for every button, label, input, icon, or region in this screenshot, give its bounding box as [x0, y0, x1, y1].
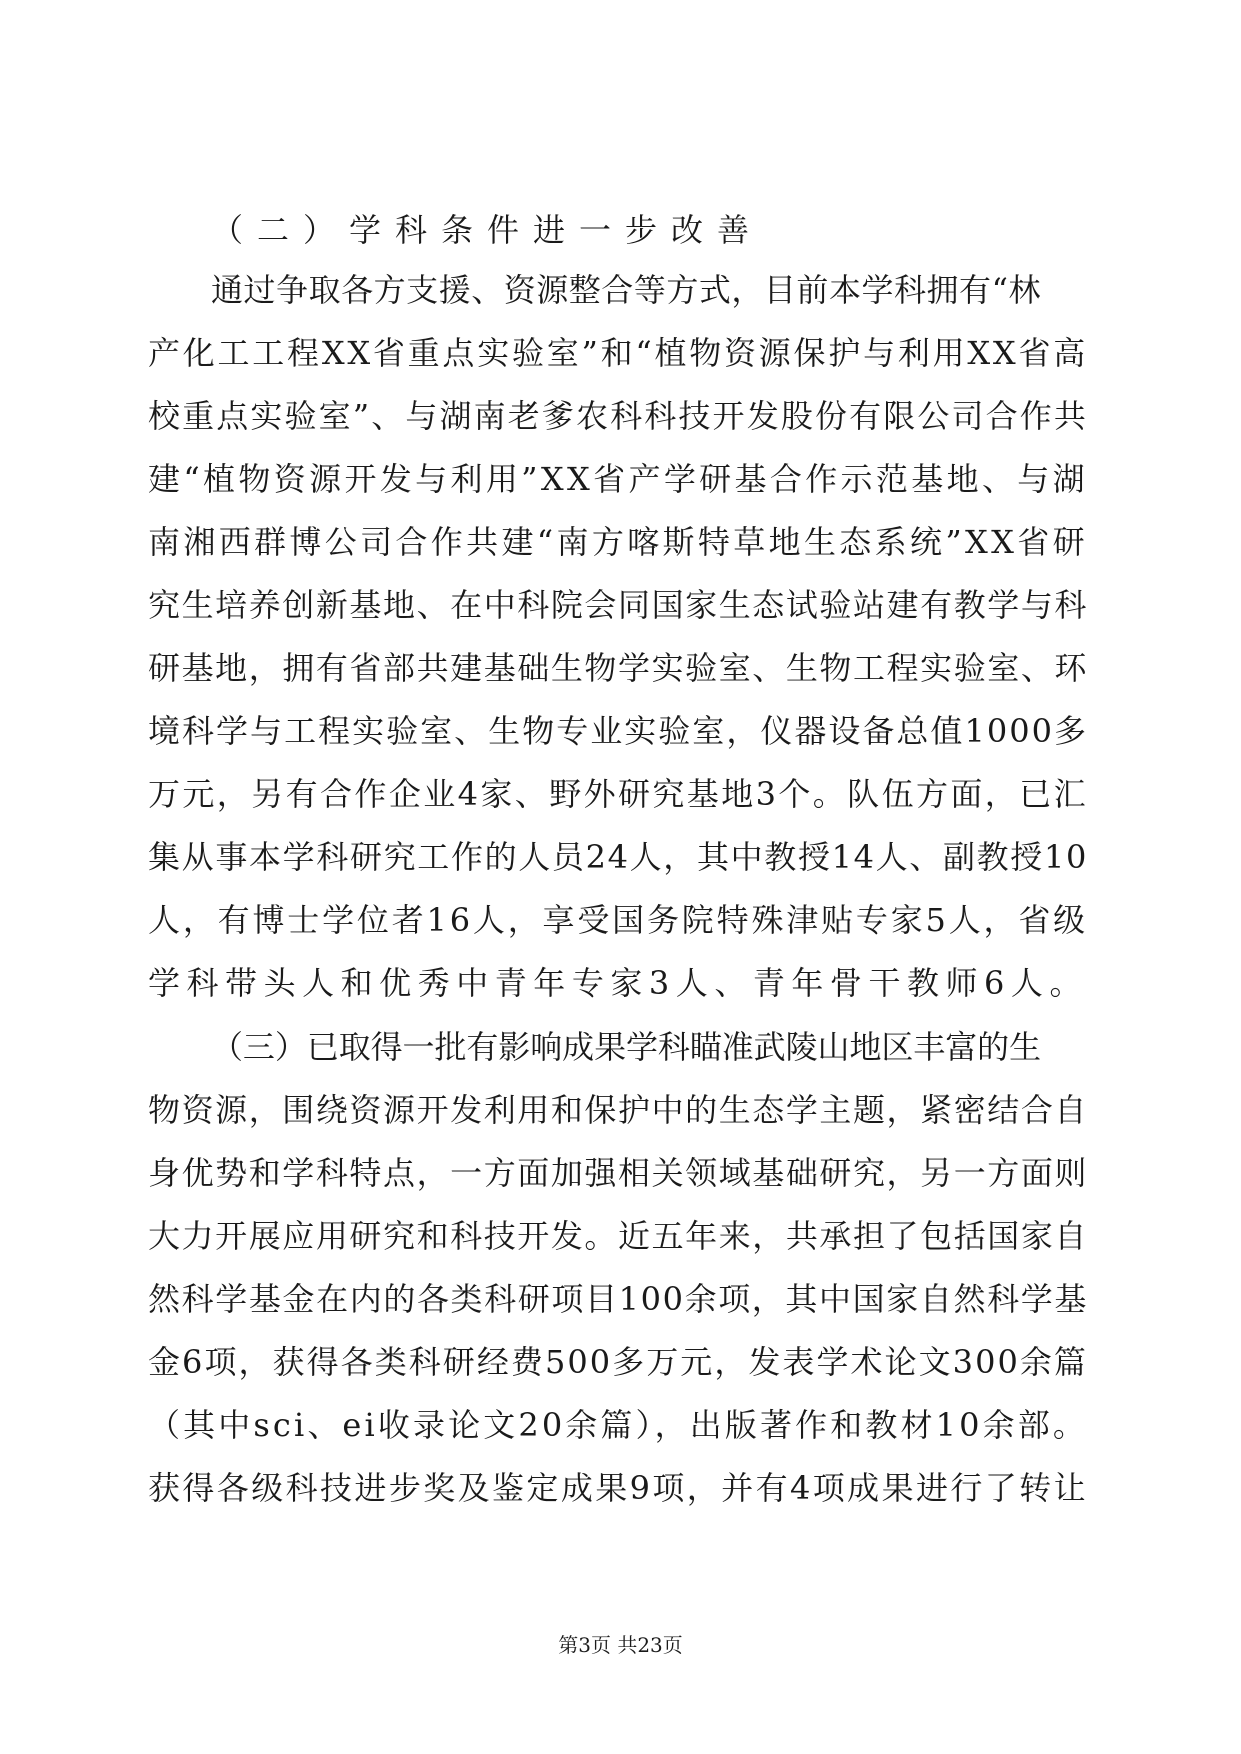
paragraph-line: 集从事本学科研究工作的人员24人，其中教授14人、副教授10 — [148, 838, 1088, 876]
paragraph-line: 建“植物资源开发与利用”XX省产学研基合作示范基地、与湖 — [148, 460, 1088, 498]
paragraph-line: 万元，另有合作企业4家、野外研究基地3个。队伍方面，已汇 — [148, 775, 1088, 813]
paragraph-line: 学科带头人和优秀中青年专家3人、青年骨干教师6人。 — [148, 964, 1088, 1002]
paragraph-line: 身优势和学科特点，一方面加强相关领域基础研究，另一方面则 — [148, 1154, 1088, 1192]
paragraph-line: 然科学基金在内的各类科研项目100余项，其中国家自然科学基 — [148, 1280, 1088, 1318]
paragraph-line: 研基地，拥有省部共建基础生物学实验室、生物工程实验室、环 — [148, 649, 1088, 687]
page-footer: 第3页 共23页 — [558, 1633, 683, 1657]
paragraph-line: 人，有博士学位者16人，享受国务院特殊津贴专家5人，省级 — [148, 901, 1088, 939]
section-heading: （二）学科条件进一步改善 — [211, 211, 764, 249]
paragraph-line: （其中sci、ei收录论文20余篇），出版著作和教材10余部。 — [148, 1406, 1088, 1444]
paragraph-line: 校重点实验室”、与湖南老爹农科科技开发股份有限公司合作共 — [148, 397, 1088, 435]
paragraph-line: 究生培养创新基地、在中科院会同国家生态试验站建有教学与科 — [148, 586, 1088, 624]
paragraph-line: 通过争取各方支援、资源整合等方式，目前本学科拥有“林 — [211, 271, 1041, 309]
paragraph-line: 获得各级科技进步奖及鉴定成果9项，并有4项成果进行了转让 — [148, 1469, 1088, 1507]
paragraph-line: 物资源，围绕资源开发利用和保护中的生态学主题，紧密结合自 — [148, 1091, 1088, 1129]
paragraph-line: 境科学与工程实验室、生物专业实验室，仪器设备总值1000多 — [148, 712, 1088, 750]
paragraph-line: 金6项，获得各类科研经费500多万元，发表学术论文300余篇 — [148, 1343, 1088, 1381]
paragraph-line: 产化工工程XX省重点实验室”和“植物资源保护与利用XX省高 — [148, 334, 1088, 372]
paragraph-line: 南湘西群博公司合作共建“南方喀斯特草地生态系统”XX省研 — [148, 523, 1088, 561]
paragraph-line: 大力开展应用研究和科技开发。近五年来，共承担了包括国家自 — [148, 1217, 1088, 1255]
paragraph-line: （三）已取得一批有影响成果学科瞄准武陵山地区丰富的生 — [211, 1028, 1041, 1066]
